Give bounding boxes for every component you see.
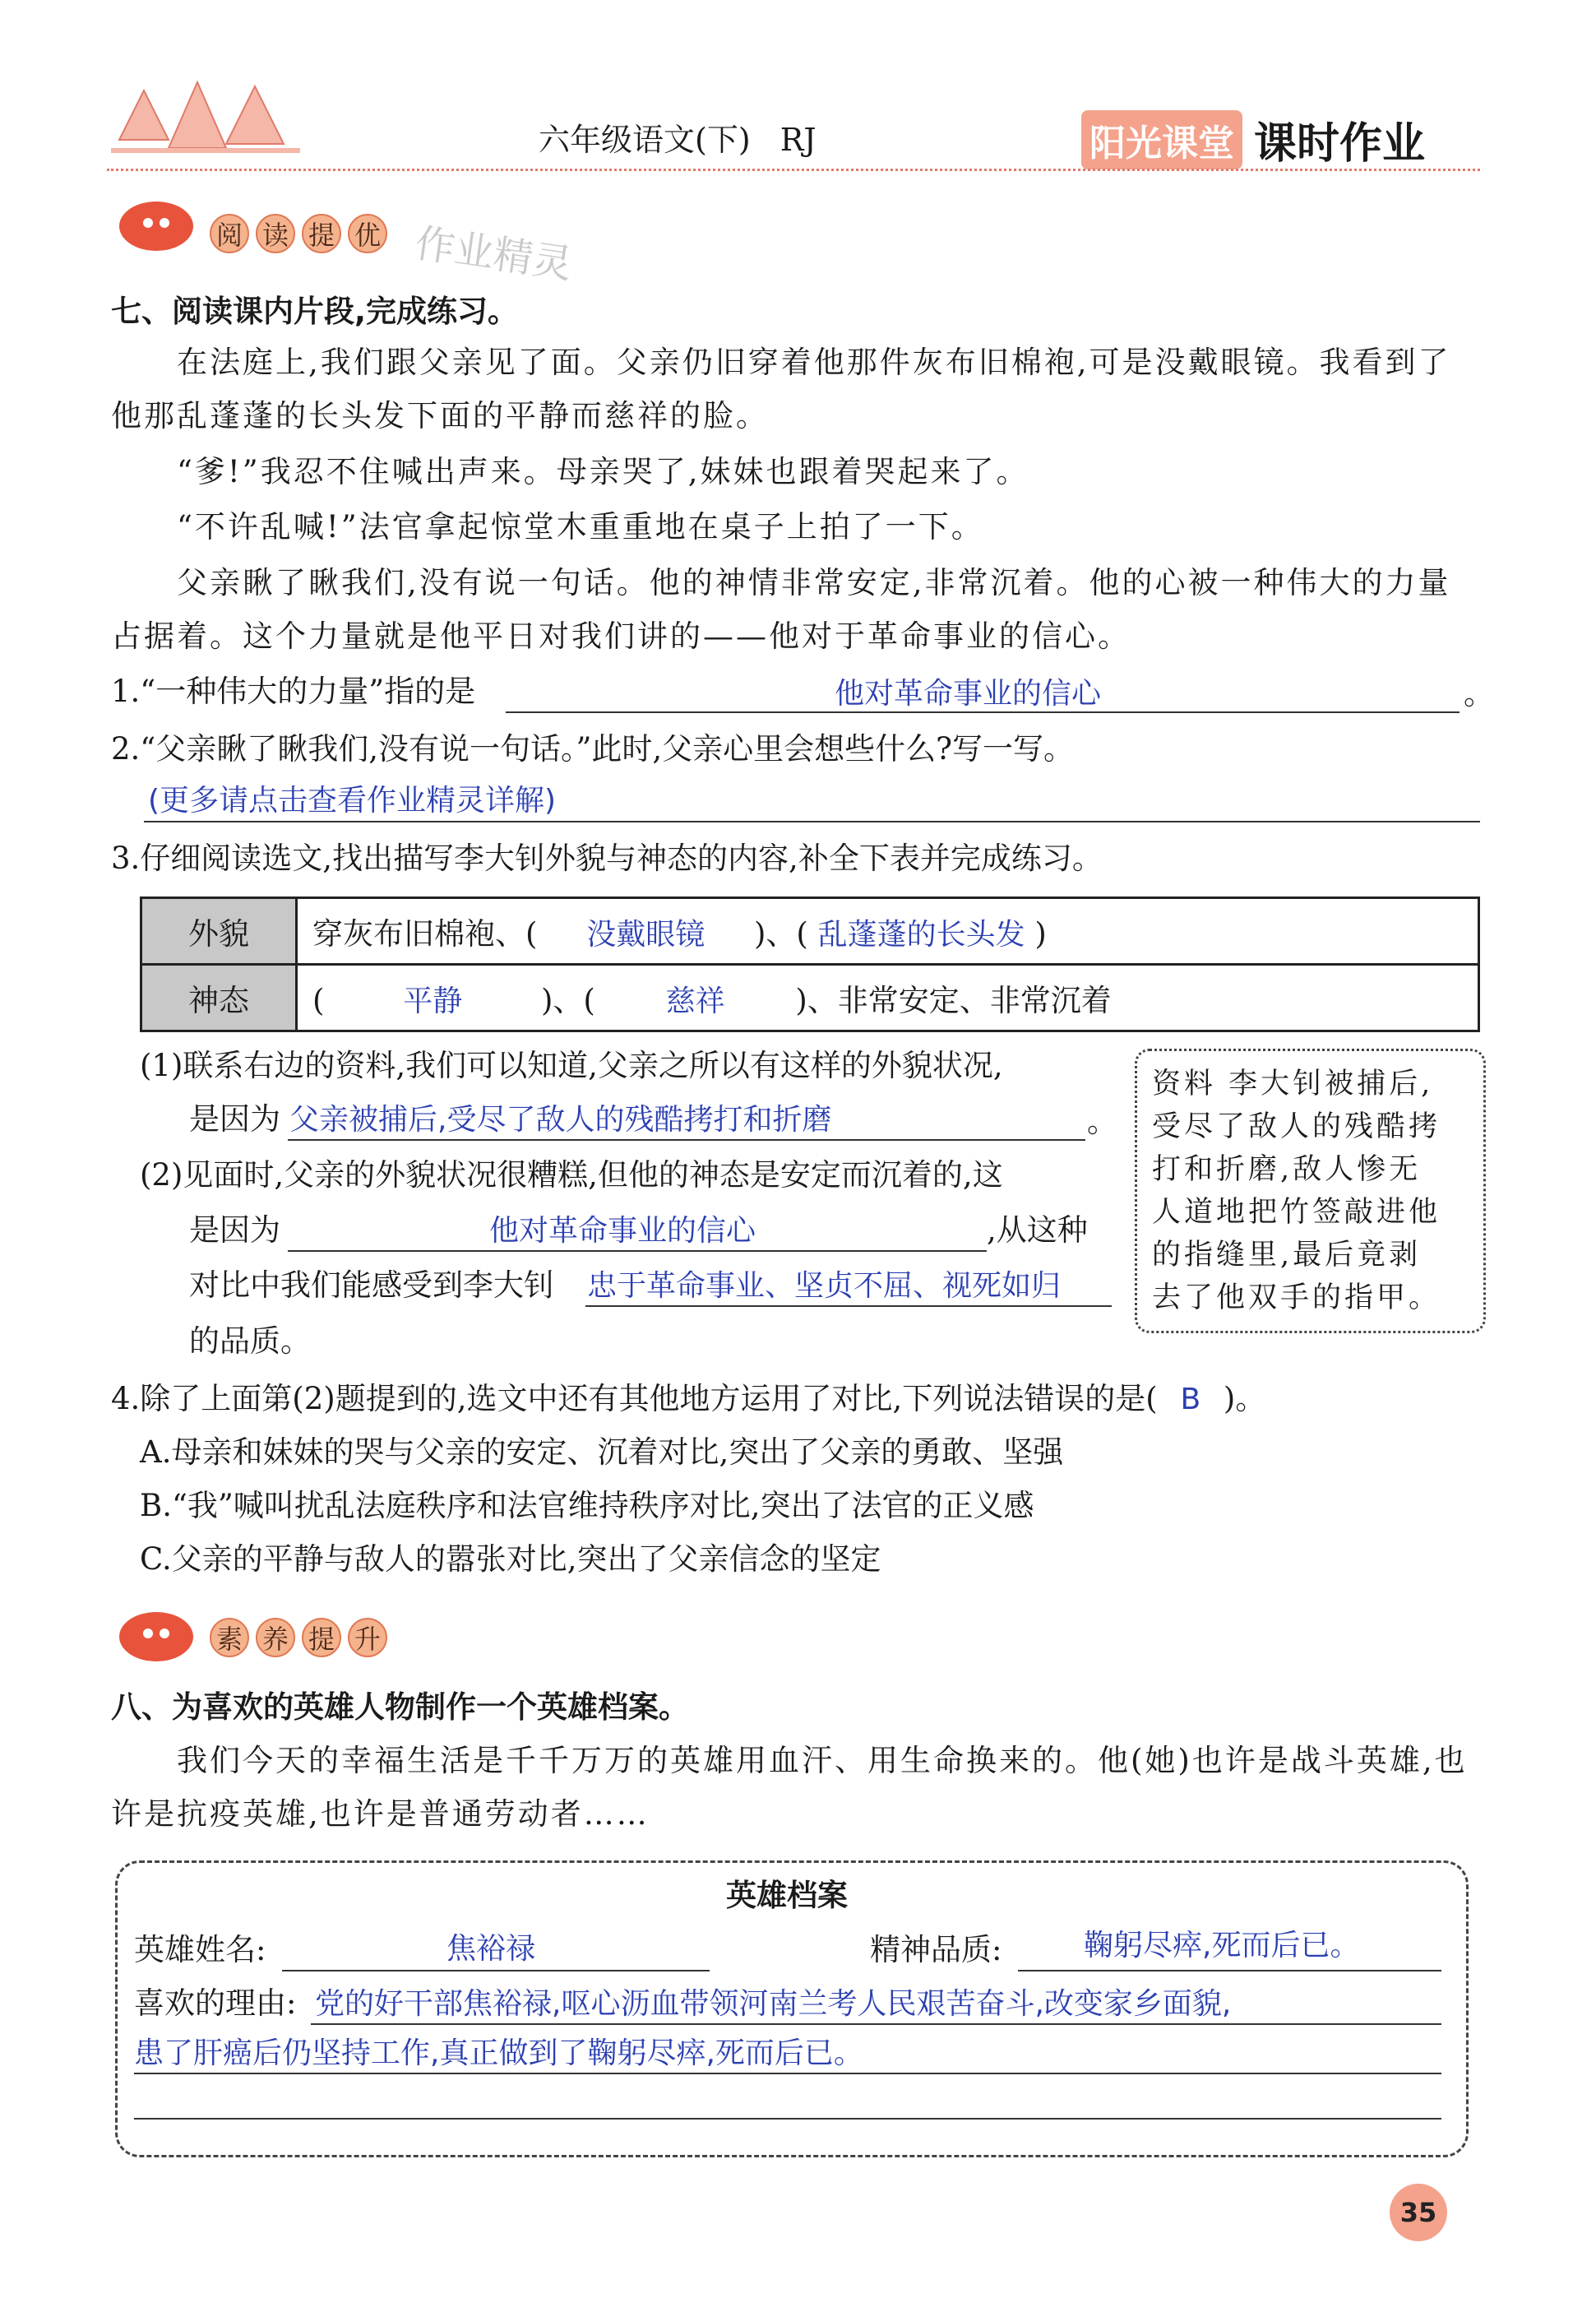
q4-option: A.母亲和妹妹的哭与父亲的安定、沉着对比,突出了父亲的勇敢、坚强 [140, 1434, 1064, 1470]
intro-line: 许是抗疫英雄,也许是普通劳动者…… [111, 1796, 650, 1832]
sub2-answer: 他对革命事业的信心 [489, 1214, 756, 1248]
sub1-underline [288, 1139, 1085, 1141]
name-underline [282, 1970, 710, 1971]
sub2-line1: (2)见面时,父亲的外貌状况很糟糕,但他的神态是安定而沉着的,这 [140, 1157, 1003, 1193]
passage-line: 在法庭上,我们跟父亲见了面。父亲仍旧穿着他那件灰布旧棉袍,可是没戴眼镜。我看到了 [177, 345, 1451, 380]
badge-char: 阅 [210, 214, 249, 253]
q2-answer: (更多请点击查看作业精灵详解) [148, 784, 557, 818]
passage-line: 父亲瞅了瞅我们,没有说一句话。他的神情非常安定,非常沉着。他的心被一种伟大的力量 [177, 565, 1451, 600]
spirit-underline [1018, 1970, 1441, 1971]
section2-title: 八、为喜欢的英雄人物制作一个英雄档案。 [111, 1689, 689, 1725]
sub2-line4: 的品质。 [189, 1323, 311, 1359]
row-end: )、非常安定、非常沉着 [795, 983, 1112, 1018]
q3-text: 3.仔细阅读选文,找出描写李大钊外貌与神态的内容,补全下表并完成练习。 [111, 841, 1103, 876]
spirit-label: 精神品质: [870, 1932, 1002, 1967]
answer-2: 慈祥 [665, 985, 725, 1018]
q4-option: B.“我”喊叫扰乱法庭秩序和法官维持秩序对比,突出了法官的正义感 [140, 1488, 1034, 1523]
spirit-answer: 鞠躬尽瘁,死而后已。 [1084, 1929, 1360, 1962]
brand-highlight: 阳光课堂 [1081, 110, 1242, 169]
sub2-line3-prefix: 对比中我们能感受到李大钊 [189, 1267, 554, 1303]
answer-2: 乱蓬蓬的长头发 [817, 918, 1025, 952]
note-line: 人道地把竹签敲进他 [1152, 1196, 1441, 1229]
header-subject [539, 118, 817, 161]
reason-underline-3 [134, 2118, 1441, 2120]
header-divider [107, 169, 1480, 171]
badge-char: 升 [348, 1618, 387, 1657]
sub2-answer2: 忠于革命事业、坚贞不屈、视死如归 [587, 1269, 1062, 1303]
sub2-underline2 [585, 1305, 1112, 1307]
row-mid: )、( [753, 916, 808, 952]
row-label: 神态 [141, 965, 297, 1031]
sub2-suffix: ,从这种 [987, 1212, 1088, 1248]
note-line: 去了他双手的指甲。 [1152, 1281, 1441, 1314]
reason-underline-2 [134, 2073, 1441, 2074]
reason-underline-1 [311, 2023, 1441, 2025]
q4-answer: B [1180, 1383, 1201, 1416]
q4-end: )。 [1223, 1381, 1266, 1416]
table-row [141, 965, 1479, 1031]
row-prefix: 穿灰布旧棉袍、( [312, 916, 538, 952]
note-line: 资料 李大钊被捕后, [1152, 1068, 1434, 1100]
section1-badge [210, 210, 387, 257]
card-title: 英雄档案 [726, 1878, 848, 1913]
row-end: ) [1034, 916, 1047, 952]
q4-line [111, 1378, 1265, 1421]
sub1-line1: (1)联系右边的资料,我们可以知道,父亲之所以有这样的外貌状况, [140, 1048, 1003, 1083]
section1-title: 七、阅读课内片段,完成练习。 [111, 294, 519, 329]
q2-underline [144, 821, 1480, 822]
reason-label: 喜欢的理由: [134, 1985, 297, 2021]
edition-text: RJ [779, 122, 817, 158]
reason-line-2: 患了肝癌后仍坚持工作,真正做到了鞠躬尽瘁,死而后已。 [134, 2036, 863, 2070]
name-answer: 焦裕禄 [446, 1932, 536, 1966]
subject-text: 六年级语文(下) [539, 122, 751, 158]
row-mid: )、( [540, 983, 595, 1018]
row-open: ( [312, 983, 325, 1018]
q4-option: C.父亲的平静与敌人的嚣张对比,突出了父亲信念的坚定 [140, 1541, 881, 1577]
q1-text: 1.“一种伟大的力量”指的是 [111, 674, 476, 709]
q2-text: 2.“父亲瞅了瞅我们,没有说一句话。”此时,父亲心里会想些什么?写一写。 [111, 731, 1074, 767]
reason-line-1: 党的好干部焦裕禄,呕心沥血带领河南兰考人民艰苦奋斗,改变家乡面貌, [315, 1987, 1232, 2021]
mascot-icon [111, 1604, 210, 1670]
q1-answer: 他对革命事业的信心 [835, 677, 1102, 711]
page-number-badge [1390, 2184, 1447, 2241]
table-row [141, 898, 1479, 965]
header-decoration [111, 78, 300, 160]
reason-underline-4 [134, 2147, 1441, 2148]
row-label: 外貌 [141, 898, 297, 965]
sub2-prefix: 是因为 [189, 1212, 280, 1248]
row-content [297, 898, 1479, 965]
note-line: 的指缝里,最后竟剥 [1152, 1239, 1422, 1272]
passage-line: “爹!”我忍不住喊出声来。母亲哭了,妹妹也跟着哭起来了。 [177, 454, 1029, 489]
sub1-end: 。 [1087, 1104, 1117, 1139]
answer-1: 没戴眼镜 [586, 918, 705, 952]
passage-line: 他那乱蓬蓬的长头发下面的平静而慈祥的脸。 [111, 398, 769, 433]
row-content [297, 965, 1479, 1031]
passage-line: 占据着。这个力量就是他平日对我们讲的——他对于革命事业的信心。 [111, 619, 1131, 654]
q4-text: 4.除了上面第(2)题提到的,选文中还有其他地方运用了对比,下列说法错误的是( [111, 1381, 1158, 1416]
tree-icon [111, 78, 300, 160]
brand-title: 课时作业 [1254, 119, 1426, 169]
brand [1081, 109, 1425, 170]
name-label: 英雄姓名: [134, 1932, 266, 1967]
passage-line: “不许乱喊!”法官拿起惊堂木重重地在桌子上拍了一下。 [177, 509, 984, 544]
mascot-icon [111, 193, 210, 259]
appearance-table [140, 896, 1480, 1032]
badge-char: 提 [302, 1618, 341, 1657]
section2-badge [210, 1614, 387, 1661]
badge-char: 提 [302, 214, 341, 253]
reference-note [1135, 1049, 1486, 1333]
badge-char: 养 [256, 1618, 295, 1657]
sub1-prefix: 是因为 [189, 1101, 280, 1137]
intro-line: 我们今天的幸福生活是千千万万的英雄用血汗、用生命换来的。他(她)也许是战斗英雄,也 [177, 1743, 1468, 1778]
note-line: 受尽了敌人的残酷拷 [1152, 1110, 1441, 1143]
page-number: 35 [1399, 2197, 1437, 2228]
sub2-underline [288, 1250, 987, 1252]
hero-file-card [115, 1860, 1469, 2157]
badge-char: 优 [348, 214, 387, 253]
answer-1: 平静 [403, 985, 463, 1018]
sub1-answer: 父亲被捕后,受尽了敌人的残酷拷打和折磨 [289, 1103, 832, 1137]
q1-end: 。 [1464, 676, 1494, 711]
watermark: 作业精灵 [412, 220, 576, 289]
badge-char: 读 [256, 214, 295, 253]
badge-char: 素 [210, 1618, 249, 1657]
note-line: 打和折磨,敌人惨无 [1152, 1153, 1422, 1186]
